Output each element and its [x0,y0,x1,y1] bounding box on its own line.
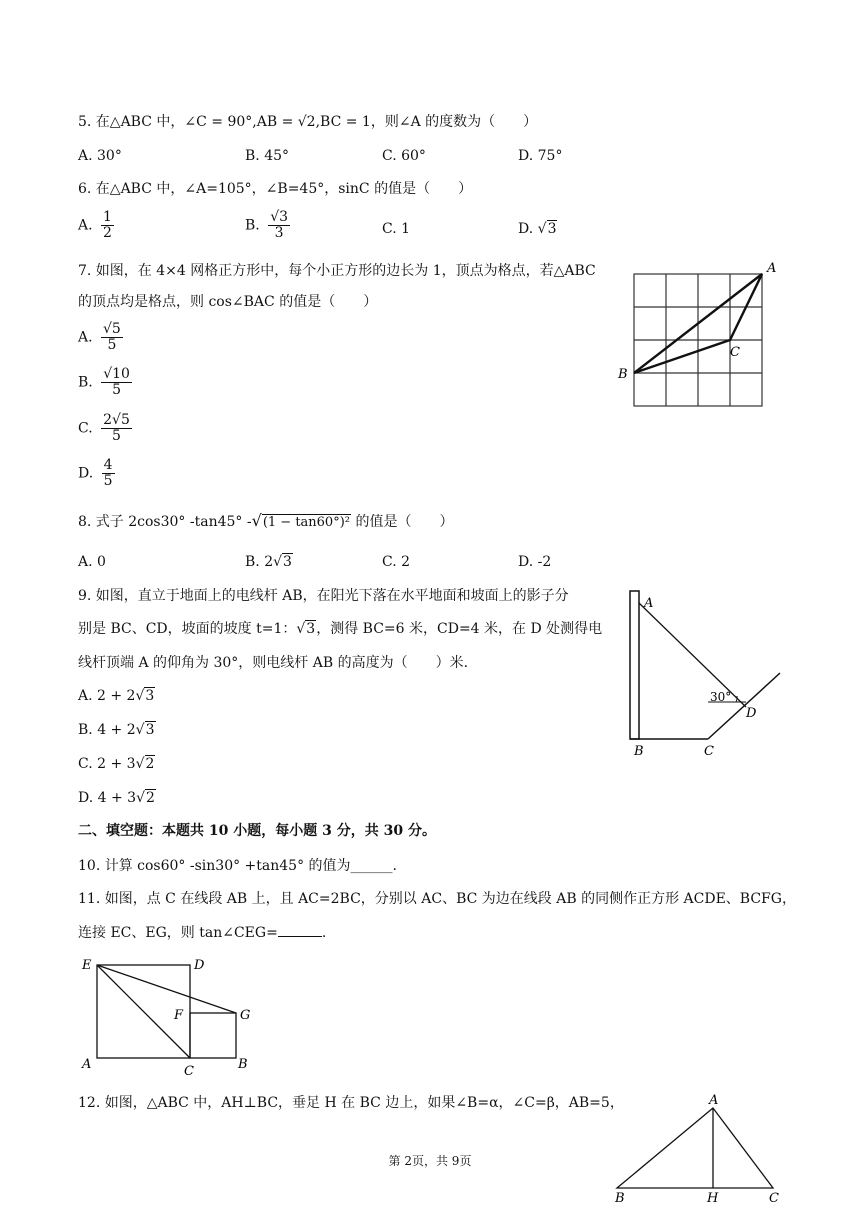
q7-option-c-den: 5 [112,428,121,444]
q9-label-a: A [644,596,654,611]
q7-label-a: A [767,261,777,276]
q12-label-b: B [615,1191,625,1206]
q7-option-a-label: A. [78,329,93,346]
q6-option-a-label: A. [78,217,93,234]
q9-stem-line2-suffix: ，测得 BC=6 米，CD=4 米，在 D 处测得电 [316,621,603,637]
q7-option-b-label: B. [78,374,93,391]
q5-option-b: B. 45° [245,148,290,164]
q6-option-a-fraction [101,210,114,241]
q9-label-d: D [746,706,757,721]
q11-stem-line1: 11. 如图，点 C 在线段 AB 上，且 AC=2BC，分别以 AC、BC 为边在线段 AB 的同侧作正方形 ACDE、BCFG， [78,891,796,907]
q6-stem: 6. 在△ABC 中，∠A=105°，∠B=45°，sinC 的值是（ ） [78,181,473,197]
q7-stem-line1: 7. 如图，在 4×4 网格正方形中，每个小正方形的边长为 1，顶点为格点，若△ABC [78,263,596,279]
q6-option-c: C. 1 [382,221,411,237]
q11-segment-eg [97,965,236,1013]
q5-option-d: D. 75° [518,148,563,164]
q6-option-d-label: D. [518,221,534,237]
q7-option-a-den: 5 [107,337,117,353]
q8-option-b-label: B. 2 [245,554,274,570]
q11-stem-line2-end: . [321,925,327,941]
q9-option-c-expr: 2 + 3 [97,756,136,772]
q7-option-d-den: 5 [103,473,113,489]
q7-stem-line2: 的顶点均是格点，则 cos∠BAC 的值是（ ） [78,294,378,310]
q9-stem-line1: 9. 如图，直立于地面上的电线杆 AB，在阳光下落在水平地面和坡面上的影子分 [78,588,569,604]
q9-option-a-sqrt: √3 [135,688,155,704]
q6-option-d-radicand: 3 [547,221,557,237]
q5-option-c: C. 60° [382,148,426,164]
q9-stem-radicand: 3 [306,621,316,637]
q6-option-d [518,220,557,238]
q11-label-g: G [240,1008,251,1023]
q7-option-c-fraction [101,413,132,444]
q8-option-b-sqrt: √3 [273,554,292,570]
q6-option-b-fraction [268,210,290,241]
q7-option-b-den: 5 [112,382,122,398]
q9-option-b-sqrt: √3 [135,722,155,738]
q7-option-d [78,458,115,489]
q7-option-c [78,413,132,444]
q10-stem: 10. 计算 cos60° -sin30° +tan45° 的值为______. [78,858,397,874]
q11-stem-line2-text: 连接 EC、EG，则 tan∠CEG= [78,925,278,941]
q9-option-a-expr: 2 + 2 [97,688,136,704]
q12-label-h: H [707,1191,719,1206]
q6-option-b-den: 3 [274,225,284,241]
q9-pole [630,591,639,739]
section-2-heading: 二、填空题：本题共 10 小题，每小题 3 分，共 30 分。 [78,823,436,839]
q11-answer-blank [278,922,322,937]
q9-stem-line2-prefix: 别是 BC、CD，坡面的坡度 t=1： [78,621,297,637]
q12-triangle-figure [605,1090,795,1210]
q6-option-a-num: 1 [103,209,112,225]
q8-option-b-radicand: 3 [283,554,292,570]
q9-option-c-label: C. [78,756,93,772]
q8-radicand: (1 − tan60°)² [262,515,350,530]
q9-option-b-label: B. [78,722,93,738]
q7-option-d-num: 4 [103,457,113,473]
q12-label-c: C [769,1191,779,1206]
q5-option-a: A. 30° [78,148,122,164]
q5-stem: 5. 在△ABC 中，∠C = 90°,AB = √2,BC = 1，则∠A 的度数为（ ） [78,114,538,130]
q6-option-b-num: √3 [270,209,289,225]
q9-stem-line2 [78,620,602,638]
q8-stem-suffix: 的值是（ ） [351,514,454,530]
q9-option-c-sqrt: √2 [135,756,155,772]
q9-option-a [78,687,155,705]
q6-option-d-sqrt: √3 [537,221,557,237]
q11-stem-line2 [78,922,326,942]
q7-label-b: B [618,367,628,382]
q9-option-c [78,755,155,773]
q9-option-b [78,721,156,739]
q11-label-c: C [184,1064,194,1079]
q9-option-a-label: A. [78,688,93,704]
q9-option-d-radicand: 2 [146,790,155,806]
q9-label-angle: 30° [710,690,732,704]
q7-option-c-label: C. [78,420,93,437]
q9-option-d [78,789,156,807]
q9-option-a-radicand: 3 [145,688,155,704]
q9-option-b-radicand: 3 [145,722,155,738]
q9-stem-sqrt: √3 [296,621,316,637]
q11-label-a: A [82,1057,92,1072]
q8-option-b [245,553,293,571]
q8-sqrt: √(1 − tan60°)² [251,511,350,530]
page-footer: 第 2页，共 9页 [388,1154,472,1168]
q12-label-a: A [709,1093,719,1108]
q9-stem-line3: 线杆顶端 A 的仰角为 30°，则电线杆 AB 的高度为（ ）米. [78,655,469,671]
q7-grid-lines [634,274,762,406]
q7-option-a-fraction [101,322,123,353]
q11-label-e: E [82,958,92,973]
q6-option-a [78,210,114,241]
q7-option-b-fraction [101,367,132,398]
q7-option-d-label: D. [78,465,94,482]
q11-square-bcfg [190,1013,236,1058]
q8-option-c: C. 2 [382,554,411,570]
q9-option-d-label: D. [78,790,94,806]
q6-option-b [245,210,290,241]
q9-label-b: B [634,744,644,759]
q9-slope [708,673,780,739]
q9-option-c-radicand: 2 [145,756,155,772]
q7-option-a-num: √5 [103,321,121,337]
q8-option-a: A. 0 [78,554,106,570]
q12-stem: 12. 如图，△ABC 中，AH⊥BC，垂足 H 在 BC 边上，如果∠B=α，∠C=β，AB=5， [78,1095,624,1111]
q7-label-c: C [730,345,740,360]
q12-triangle-abc [617,1108,773,1188]
q7-grid-figure [612,258,792,413]
q9-option-d-expr: 4 + 3 [97,790,137,806]
q6-option-b-label: B. [245,217,260,234]
q7-option-d-fraction [102,458,115,489]
q7-option-c-num: 2√5 [103,412,130,428]
q8-stem [78,512,453,532]
q11-label-f: F [174,1008,184,1023]
q11-squares-figure [78,955,268,1080]
q7-option-b [78,367,132,398]
q8-stem-prefix: 8. 式子 2cos30° -tan45° - [78,514,252,530]
q8-option-d: D. -2 [518,554,552,570]
q11-label-b: B [238,1057,248,1072]
q6-option-a-den: 2 [103,225,112,241]
q7-option-a [78,322,123,353]
q11-label-d: D [194,958,205,973]
q9-option-b-expr: 4 + 2 [97,722,136,738]
q9-label-c: C [704,744,714,759]
q9-option-d-sqrt: √2 [136,790,155,806]
q9-pole-figure [618,585,793,765]
q7-option-b-num: √10 [103,366,130,382]
